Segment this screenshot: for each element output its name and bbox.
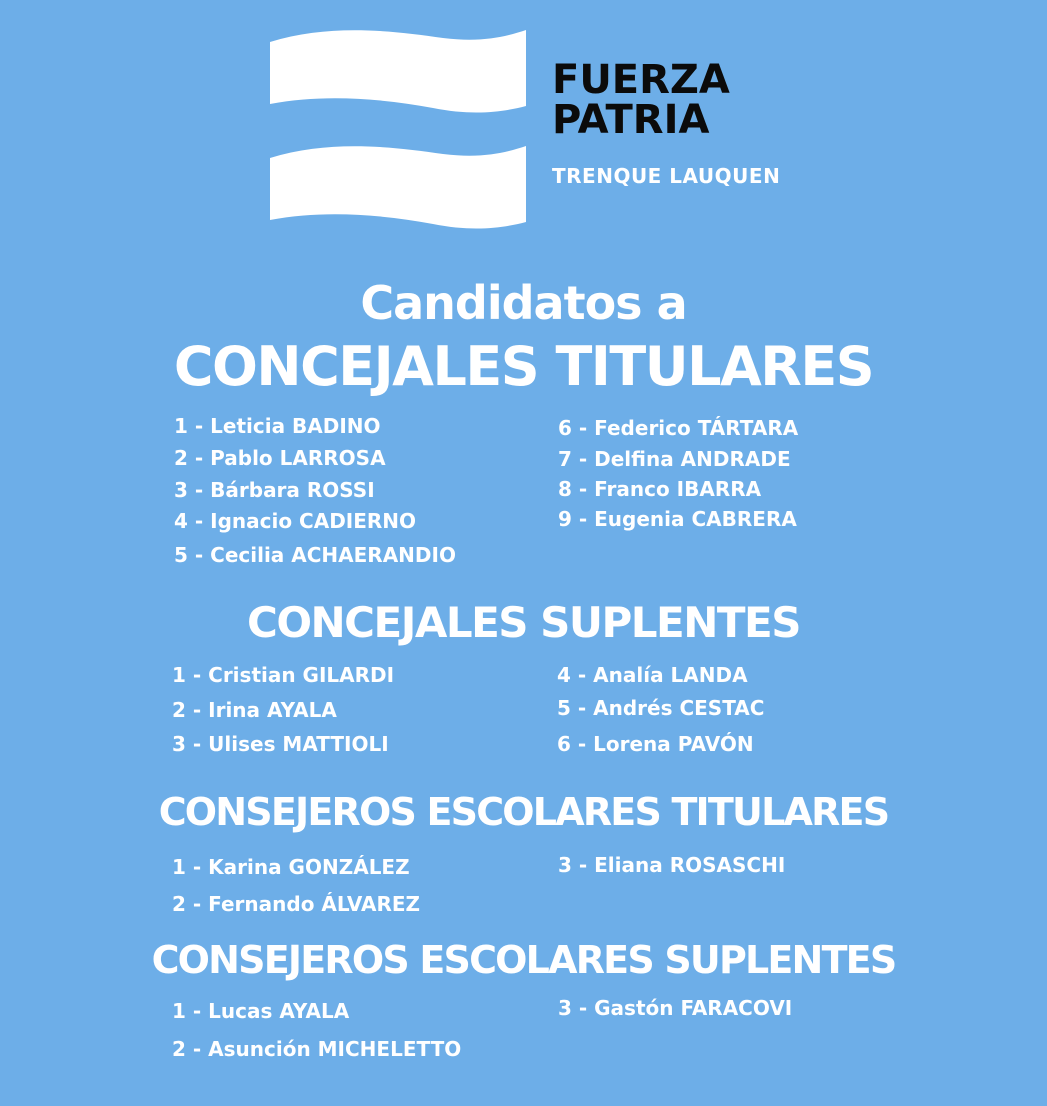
brand-name-line2: PATRIA — [552, 97, 710, 143]
section-title-concejales-suplentes: CONCEJALES SUPLENTES — [247, 598, 800, 647]
list-item: 5 - Cecilia ACHAERANDIO — [174, 543, 456, 567]
list-item: 2 - Pablo LARROSA — [174, 446, 386, 470]
list-item: 6 - Lorena PAVÓN — [557, 732, 754, 756]
list-item: 1 - Lucas AYALA — [172, 999, 350, 1023]
section-title-consejeros-escolares-titulares: CONSEJEROS ESCOLARES TITULARES — [158, 790, 889, 834]
list-item: 1 - Leticia BADINO — [174, 414, 381, 438]
list-item: 9 - Eugenia CABRERA — [558, 507, 797, 531]
list-item: 2 - Asunción MICHELETTO — [172, 1037, 462, 1061]
flag-icon — [268, 28, 528, 233]
brand-locality: TRENQUE LAUQUEN — [552, 164, 781, 188]
brand-name-line1: FUERZA — [552, 57, 730, 103]
list-item: 2 - Irina AYALA — [172, 698, 337, 722]
list-item: 2 - Fernando ÁLVAREZ — [172, 892, 421, 916]
list-item: 3 - Ulises MATTIOLI — [172, 732, 389, 756]
section-title-concejales-titulares: CONCEJALES TITULARES — [173, 335, 874, 398]
list-item: 3 - Bárbara ROSSI — [174, 478, 375, 502]
list-item: 5 - Andrés CESTAC — [557, 696, 765, 720]
list-item: 4 - Analía LANDA — [557, 663, 748, 687]
section-title-consejeros-escolares-suplentes: CONSEJEROS ESCOLARES SUPLENTES — [151, 938, 896, 982]
intro-heading: Candidatos a — [360, 276, 687, 330]
list-item: 4 - Ignacio CADIERNO — [174, 509, 417, 533]
list-item: 3 - Eliana ROSASCHI — [558, 853, 786, 877]
list-item: 3 - Gastón FARACOVI — [558, 996, 793, 1020]
list-item: 8 - Franco IBARRA — [558, 477, 762, 501]
list-item: 1 - Cristian GILARDI — [172, 663, 395, 687]
list-item: 7 - Delfina ANDRADE — [558, 447, 791, 471]
list-item: 1 - Karina GONZÁLEZ — [172, 855, 410, 879]
list-item: 6 - Federico TÁRTARA — [558, 416, 799, 440]
brand-block — [552, 57, 781, 188]
